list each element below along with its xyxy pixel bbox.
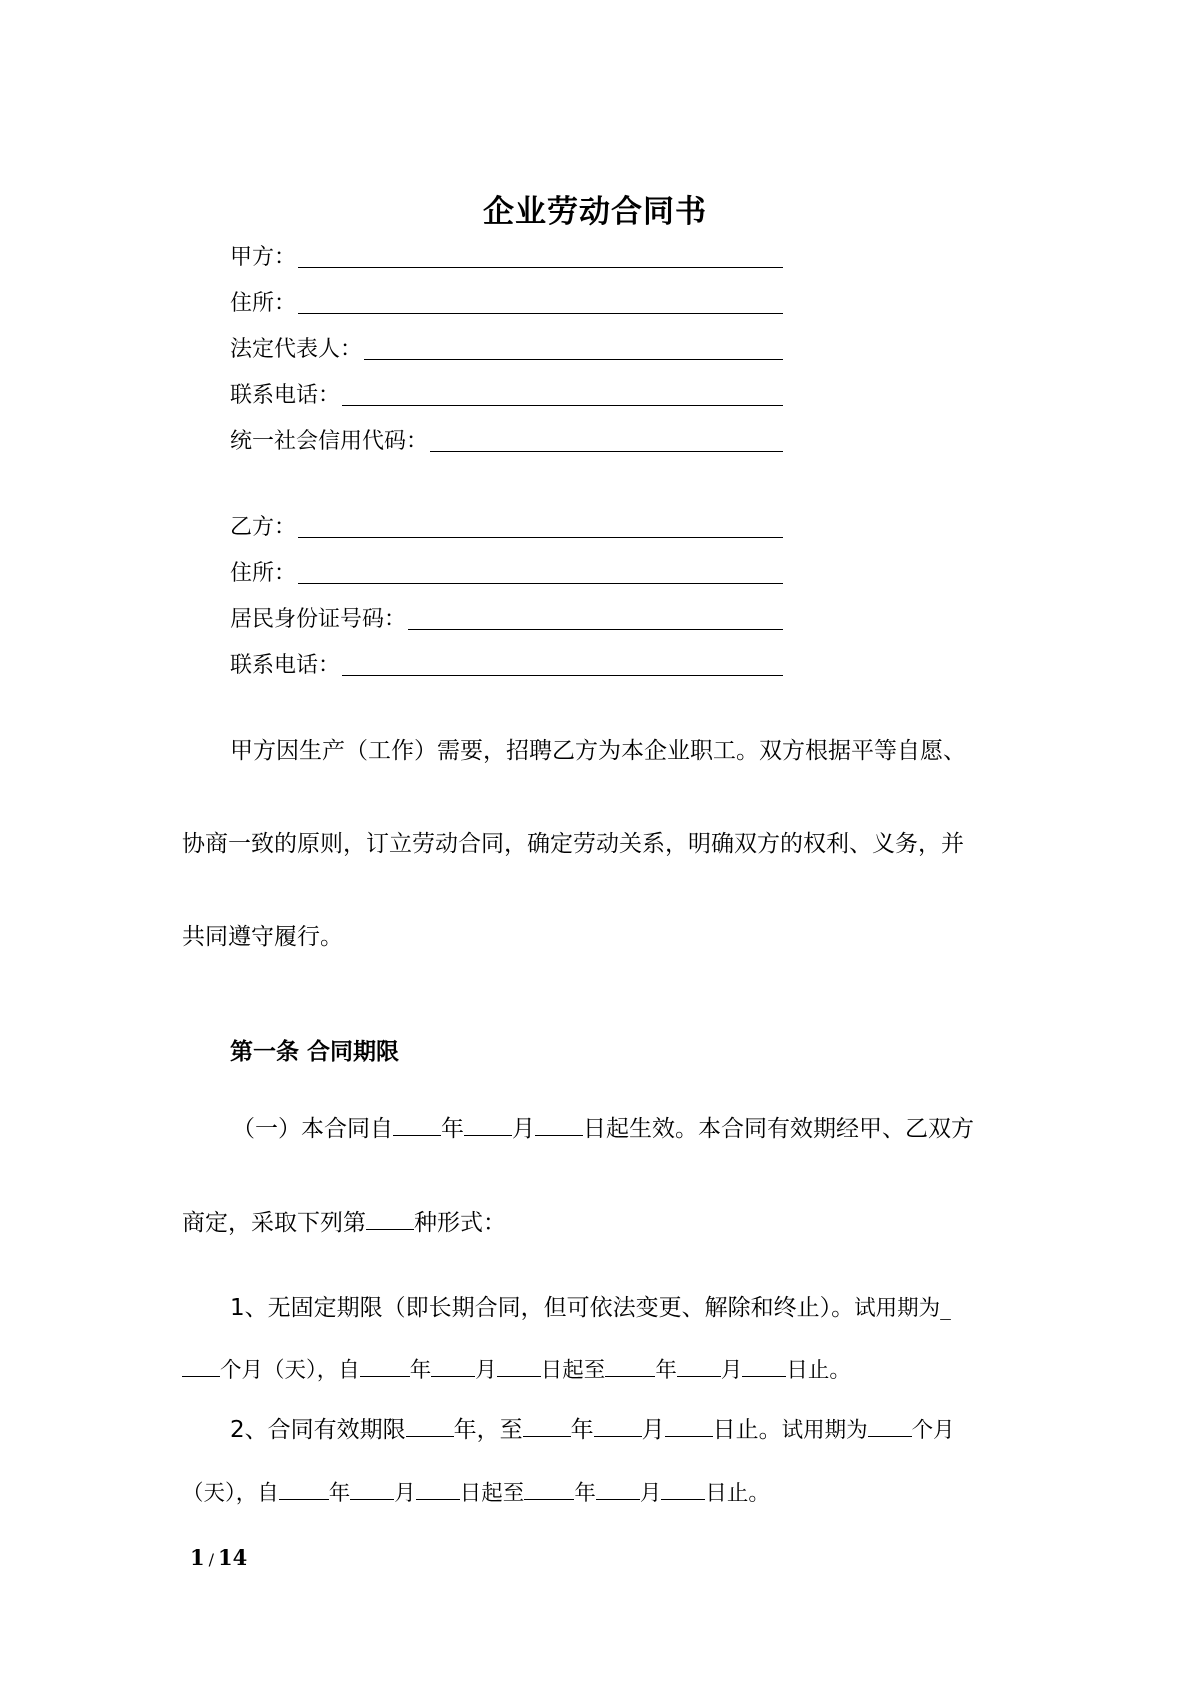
party-b-phone-label: 联系电话：: [230, 653, 341, 678]
party-a-credit-code-label: 统一社会信用代码：: [230, 429, 429, 454]
party-b-id-field: [230, 600, 783, 634]
clause-text: 月: [475, 1358, 497, 1383]
page-separator: /: [208, 1550, 215, 1569]
page-number: [190, 1545, 247, 1570]
clause-text: 个月: [911, 1418, 955, 1443]
intro-line-3: 共同遵守履行。: [182, 924, 343, 950]
clause-text: （一）本合同自: [232, 1116, 393, 1142]
blank-year: [279, 1477, 329, 1500]
intro-line-2: 协商一致的原则，订立劳动合同，确定劳动关系，明确双方的权利、义务，并: [182, 831, 964, 857]
blank-form-number: [366, 1207, 414, 1230]
fill-line: [430, 451, 783, 452]
clause-text: 月: [512, 1116, 535, 1142]
clause-text: 日起生效。本合同有效期经甲、乙双方: [583, 1116, 974, 1142]
blank-years: [406, 1414, 454, 1437]
clause-text: 年: [441, 1116, 464, 1142]
blank-year: [393, 1113, 441, 1136]
article-1-clause-1: [232, 1113, 974, 1144]
article-1-heading: 第一条 合同期限: [230, 1039, 400, 1065]
blank-months: [868, 1414, 912, 1437]
clause-text: 月: [720, 1358, 743, 1383]
intro-line-1: 甲方因生产（工作）需要，招聘乙方为本企业职工。双方根据平等自愿、: [230, 738, 966, 764]
clause-text: 年: [574, 1481, 596, 1506]
clause-text: 年: [409, 1358, 432, 1383]
fill-line: [408, 629, 783, 630]
blank-year: [524, 1477, 574, 1500]
clause-text: 2、合同有效期限: [230, 1417, 406, 1443]
clause-text: 商定，采取下列第: [182, 1210, 366, 1236]
fill-line: [298, 537, 783, 538]
clause-text: 日止。: [712, 1417, 782, 1443]
party-a-legal-rep-field: [230, 330, 783, 364]
clause-text: 日起至: [459, 1481, 525, 1506]
article-1-item-1: [230, 1293, 951, 1324]
party-a-phone-field: [230, 376, 783, 410]
party-b-name-label: 乙方：: [230, 515, 297, 540]
party-b-address-label: 住所：: [230, 561, 297, 586]
party-b-id-label: 居民身份证号码：: [230, 607, 407, 632]
party-a-phone-label: 联系电话：: [230, 383, 341, 408]
fill-line: [342, 405, 783, 406]
clause-text: 月: [641, 1417, 665, 1443]
total-pages: 14: [218, 1545, 248, 1570]
clause-text: 种形式：: [414, 1210, 506, 1236]
blank-day: [665, 1414, 713, 1437]
clause-text: 年: [655, 1358, 677, 1383]
article-1-item-2: [230, 1414, 955, 1446]
clause-text: 试用期为_: [854, 1296, 951, 1321]
current-page: 1: [190, 1545, 205, 1570]
blank-day: [535, 1113, 583, 1136]
clause-text: 日止。: [705, 1481, 770, 1506]
blank-day: [497, 1354, 541, 1377]
blank-month: [350, 1477, 394, 1500]
clause-text: 年，至: [453, 1417, 523, 1443]
blank-months: [182, 1354, 220, 1377]
fill-line: [364, 359, 783, 360]
blank-day: [416, 1477, 460, 1500]
fill-line: [298, 583, 783, 584]
blank-month: [594, 1414, 642, 1437]
blank-year: [360, 1354, 410, 1377]
party-a-credit-code-field: [230, 422, 783, 456]
party-a-legal-rep-label: 法定代表人：: [230, 337, 363, 362]
clause-text: 日止。: [786, 1358, 851, 1383]
clause-text: 试用期为: [781, 1418, 868, 1443]
fill-line: [342, 675, 783, 676]
party-a-name-field: [230, 238, 783, 272]
clause-text: 月: [639, 1481, 662, 1506]
article-1-clause-1-cont: [182, 1207, 506, 1238]
party-a-name-label: 甲方：: [230, 245, 297, 270]
clause-text: 个月（天），自: [220, 1358, 360, 1383]
blank-month: [677, 1354, 721, 1377]
clause-text: 年: [570, 1417, 594, 1443]
clause-text: （天），自: [182, 1481, 279, 1506]
party-a-address-field: [230, 284, 783, 318]
article-1-item-1-cont: [182, 1354, 851, 1386]
fill-line: [298, 313, 783, 314]
clause-text: 年: [328, 1481, 351, 1506]
party-a-address-label: 住所：: [230, 291, 297, 316]
clause-text: 1、无固定期限（即长期合同，但可依法变更、解除和终止）。: [230, 1295, 855, 1321]
clause-text: 日起至: [540, 1358, 606, 1383]
blank-year: [523, 1414, 571, 1437]
blank-day: [661, 1477, 705, 1500]
party-b-address-field: [230, 554, 783, 588]
party-b-phone-field: [230, 646, 783, 680]
blank-month: [431, 1354, 475, 1377]
document-title: 企业劳动合同书: [483, 194, 707, 230]
blank-month: [596, 1477, 640, 1500]
fill-line: [298, 267, 783, 268]
blank-year: [605, 1354, 655, 1377]
blank-day: [742, 1354, 786, 1377]
blank-month: [464, 1113, 512, 1136]
party-b-name-field: [230, 508, 783, 542]
article-1-item-2-cont: [182, 1477, 770, 1509]
clause-text: 月: [394, 1481, 416, 1506]
